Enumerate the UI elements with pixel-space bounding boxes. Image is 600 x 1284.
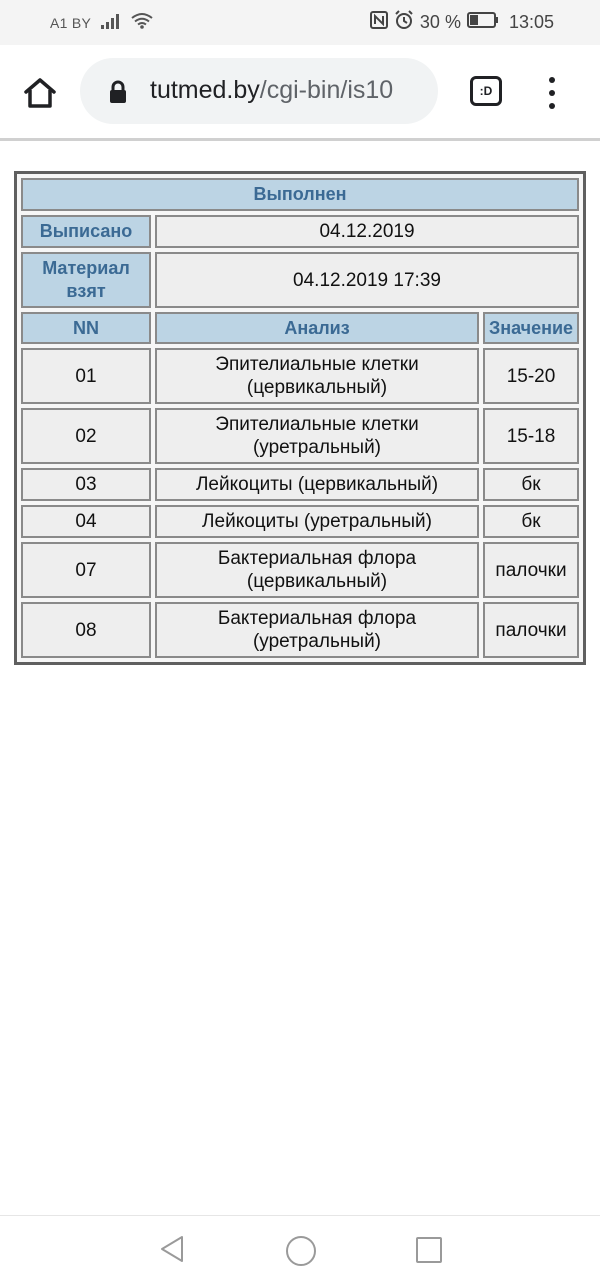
status-row — [21, 178, 579, 211]
lock-icon — [108, 80, 128, 109]
row-analysis: Эпителиальные клетки (цервикальный) — [155, 348, 479, 404]
row-value: бк — [483, 505, 579, 538]
row-value: палочки — [483, 602, 579, 658]
menu-dot — [549, 103, 555, 109]
row-analysis: Лейкоциты (цервикальный) — [155, 468, 479, 501]
issued-row — [21, 215, 579, 248]
battery-percent: 30 % — [419, 12, 461, 32]
row-value: бк — [483, 468, 579, 501]
system-nav-bar — [0, 1215, 600, 1284]
clock: 13:05 — [508, 12, 554, 32]
row-nn: 02 — [21, 408, 151, 464]
row-analysis: Лейкоциты (уретральный) — [155, 505, 479, 538]
url-text — [150, 76, 430, 105]
issued-value: 04.12.2019 — [155, 215, 579, 248]
table-row — [21, 505, 579, 538]
row-nn: 07 — [21, 542, 151, 598]
row-analysis: Бактериальная флора (уретральный) — [155, 602, 479, 658]
column-header-row — [21, 312, 579, 344]
column-header-analysis: Анализ — [155, 312, 479, 344]
table-row — [21, 542, 579, 598]
browser-toolbar — [0, 45, 600, 141]
home-circle-icon[interactable] — [286, 1236, 316, 1266]
column-header-value: Значение — [483, 312, 579, 344]
row-value: палочки — [483, 542, 579, 598]
row-nn: 04 — [21, 505, 151, 538]
status-bar-right — [370, 10, 554, 35]
overflow-menu-button[interactable] — [540, 73, 564, 113]
wifi-icon — [131, 12, 153, 34]
home-button[interactable] — [18, 71, 62, 115]
row-nn: 08 — [21, 602, 151, 658]
home-icon — [23, 77, 57, 109]
issued-label: Выписано — [21, 215, 151, 248]
tab-switcher-button[interactable] — [470, 76, 502, 106]
table-row — [21, 468, 579, 501]
status-bar — [0, 0, 600, 45]
status-header: Выполнен — [21, 178, 579, 211]
alarm-icon — [394, 10, 414, 35]
status-bar-left — [50, 12, 153, 34]
back-icon[interactable] — [158, 1234, 186, 1269]
material-value: 04.12.2019 17:39 — [155, 252, 579, 308]
table-row — [21, 602, 579, 658]
column-header-nn: NN — [21, 312, 151, 344]
menu-dot — [549, 77, 555, 83]
row-nn: 01 — [21, 348, 151, 404]
url-domain: tutmed.by — [150, 76, 260, 104]
table-row — [21, 408, 579, 464]
row-analysis: Эпителиальные клетки (уретральный) — [155, 408, 479, 464]
tab-switcher-label: :D — [479, 84, 493, 98]
url-path: /cgi-bin/is10 — [259, 76, 394, 104]
row-value: 15-18 — [483, 408, 579, 464]
menu-dot — [549, 90, 555, 96]
lab-results-table — [14, 171, 586, 665]
recents-icon[interactable] — [416, 1237, 442, 1263]
nfc-icon — [370, 11, 388, 34]
carrier-name: A1 BY — [50, 15, 92, 31]
battery-icon — [467, 12, 499, 33]
table-row — [21, 348, 579, 404]
row-nn: 03 — [21, 468, 151, 501]
address-bar[interactable] — [80, 58, 438, 124]
row-value: 15-20 — [483, 348, 579, 404]
material-row — [21, 252, 579, 308]
material-label: Материал взят — [21, 252, 151, 308]
signal-icon — [101, 13, 121, 34]
row-analysis: Бактериальная флора (цервикальный) — [155, 542, 479, 598]
